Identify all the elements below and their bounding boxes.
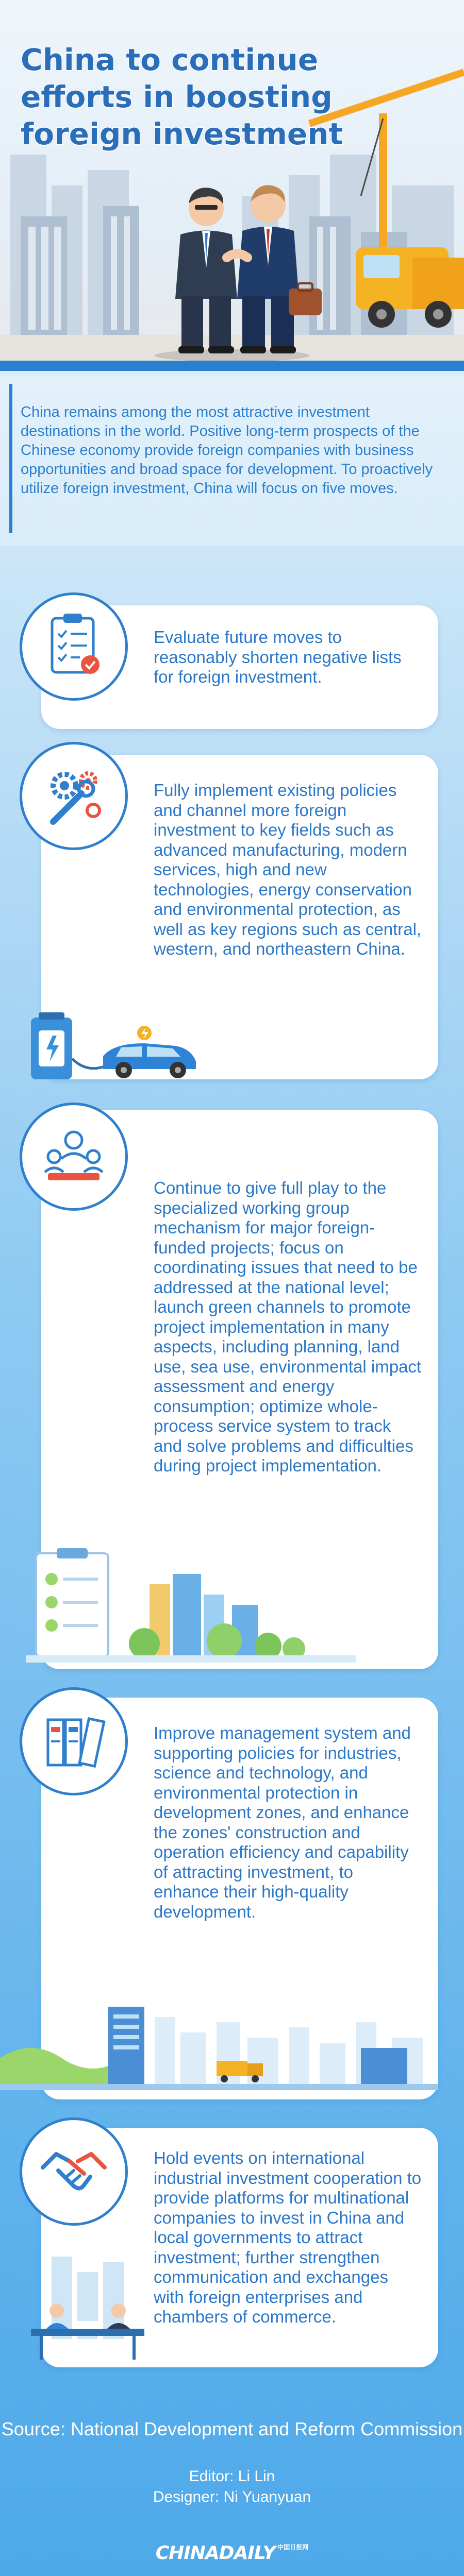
briefcase-icon xyxy=(289,289,322,315)
chinadaily-logo xyxy=(0,2543,464,2564)
policy-books-icon xyxy=(22,1690,125,1793)
editor-credit: Editor: Li Lin xyxy=(189,2468,275,2485)
ev-charging-illustration xyxy=(10,1007,217,1079)
designer-credit: Designer: Ni Yuanyuan xyxy=(153,2488,311,2505)
move-text-4: Improve management system and supporting policies for industries, science and technology, and environmental protection in development zones, and enhance the zones' construction and operation efficiency and capability of attracting investment, to enhance their high-quality development. xyxy=(154,1723,411,1921)
hero-divider xyxy=(0,361,464,371)
development-zone-illustration xyxy=(0,1986,438,2099)
move-icon-circle-5 xyxy=(20,2117,128,2226)
source-credit: Source: National Development and Reform Commission xyxy=(1,2418,463,2439)
page-title: China to continue efforts in boosting foreign investment xyxy=(21,42,343,151)
intro-section xyxy=(0,376,464,546)
move-text-2: Fully implement existing policies and channel more foreign investment to key fields such as advanced manufacturing, modern services, high and new technologies, energy conservation and environmental protection, as well as key regions such as central, western, and northeastern China. xyxy=(154,781,422,958)
move-text-3: Continue to give full play to the specialized working group mechanism for major foreign-funded projects; focus on coordinating issues that need to be addressed at the national level; launch green channels to promote project implementation in many aspects, including planning, land use, sea use, environmental impact assessment and energy consumption; optimize whole-process service system to track and solve problems and difficulties during project implementation. xyxy=(154,1178,422,1475)
move-text-1: Evaluate future moves to reasonably shorten negative lists for foreign investment. xyxy=(154,628,402,686)
hero-banner xyxy=(0,0,464,371)
move-text-5: Hold events on international industrial investment cooperation to provide platforms for multinational companies to invest in China and local governments to attract investment; further strengthen communication and exchanges with foreign enterprises and chambers of commerce. xyxy=(154,2148,422,2326)
business-meeting-illustration xyxy=(21,2251,155,2367)
move-icon-circle-3 xyxy=(20,1103,128,1211)
handshake-icon xyxy=(22,2120,125,2223)
intro-accent-bar xyxy=(9,384,12,533)
intro-text: China remains among the most attractive investment destinations in the world. Positive long-term prospects of the Chinese economy provide foreign companies with business opportunities and broad space for development. To proactively utilize foreign investment, China will focus on five moves. xyxy=(21,404,433,497)
gears-wrench-icon xyxy=(22,744,125,848)
move-icon-circle-2 xyxy=(20,742,128,850)
move-icon-circle-4 xyxy=(20,1687,128,1795)
chinadaily-logo-text: CHINADAILY xyxy=(155,2543,276,2564)
move-icon-circle-1 xyxy=(20,592,128,701)
working-group-icon xyxy=(22,1105,125,1208)
clipboard-checklist-icon xyxy=(22,595,125,698)
project-checklist-city-illustration xyxy=(26,1543,356,1667)
chinadaily-logo-sub: 中国日报网 xyxy=(277,2544,309,2551)
businessman-left-icon xyxy=(175,188,237,353)
